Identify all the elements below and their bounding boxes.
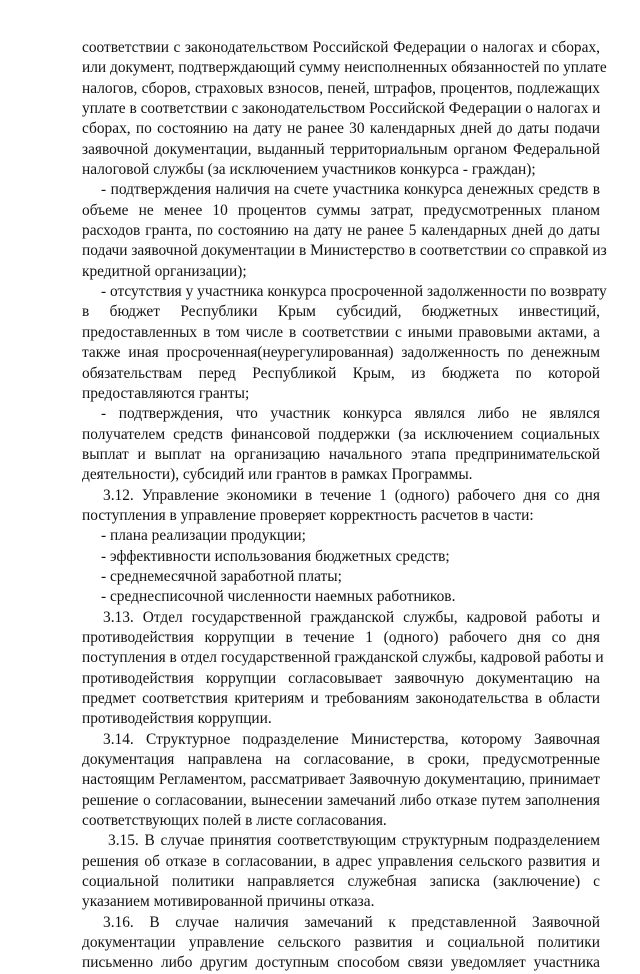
text-line: документации управление сельского развития и социальной политики <box>82 934 600 952</box>
text-line: 3.15. В случае принятия соответствующим структурным подразделением <box>108 832 600 850</box>
text-line: в бюджет Республики Крым субсидий, бюджетных инвестиций, <box>82 303 600 321</box>
paragraph-tax-certificate <box>82 38 607 180</box>
document-text <box>82 38 607 974</box>
text-line: документация направлена на согласование, в сроки, предусмотренные <box>82 751 600 769</box>
text-line: предоставленных в том числе в соответствии с иными правовыми актами, а <box>82 323 600 341</box>
text-line: получателем средств финансовой поддержки (за исключением социальных <box>82 425 600 443</box>
text-line: настоящим Регламентом, рассматривает Заявочную документацию, принимает <box>82 771 600 789</box>
text-line: налоговой службы (за исключением участников конкурса - граждан); <box>82 161 536 179</box>
text-line: 3.16. В случае наличия замечаний к представленной Заявочной <box>103 913 600 931</box>
text-line: поступления в управление проверяет корректность расчетов в части: <box>82 506 534 524</box>
text-line: заявочной документации, выданный территориальным органом Федеральной <box>82 140 600 158</box>
text-line: сборах, по состоянию на дату не ранее 30 календарных дней до даты подачи <box>82 120 600 138</box>
text-line: противодействия коррупции согласовывает заявочную документацию на <box>82 669 600 687</box>
text-line: 3.13. Отдел государственной гражданской службы, кадровой работы и <box>103 608 600 626</box>
clause-3-12 <box>82 486 600 527</box>
clause-3-15 <box>82 831 600 912</box>
text-line: деятельности), субсидий или грантов в рамках Программы. <box>82 466 473 484</box>
text-line: выплат и выплат на организацию начального этапа предпринимательской <box>82 445 600 463</box>
text-line: соответствии с законодательством Российской Федерации о налогах и сборах, <box>82 39 600 56</box>
clause-3-14 <box>82 730 600 832</box>
paragraph-funds-confirmation <box>82 180 607 282</box>
list-item: - эффективности использования бюджетных средств; <box>101 547 450 565</box>
text-line: 3.14. Структурное подразделение Министерства, которому Заявочная <box>103 730 600 748</box>
text-line: объеме не менее 10 процентов суммы затрат, предусмотренных планом <box>82 201 600 219</box>
list-item: - среднемесячной заработной платы; <box>101 567 342 585</box>
text-line: также иная просроченная(неурегулированная) задолженность по денежным <box>82 344 600 362</box>
text-line: письменно либо другим доступным способом связи уведомляет участника <box>82 954 600 972</box>
text-line: противодействия коррупции в течение 1 (одного) рабочего дня со дня <box>82 628 600 646</box>
text-line: указанием мотивированной причины отказа. <box>82 893 375 911</box>
text-line: поступления в отдел государственной гражданской службы, кадровой работы и <box>82 649 604 667</box>
text-line: социальной политики направляется служебная записка (заключение) с <box>82 873 600 891</box>
text-line: обязательствам перед Республикой Крым, из бюджета по которой <box>82 364 600 382</box>
list-item: - среднесписочной численности наемных работников. <box>101 588 456 606</box>
text-line: уплате в соответствии с законодательством Российской Федерации о налогах и <box>82 100 601 118</box>
text-line: расходов гранта, по состоянию на дату не ранее 5 календарных дней до даты <box>82 222 600 240</box>
paragraph-no-overdue-debt <box>82 282 607 404</box>
paragraph-support-recipient <box>82 404 600 485</box>
list-item: - плана реализации продукции; <box>101 527 306 545</box>
text-line: подачи заявочной документации в Министерство в соответствии со справкой из <box>82 242 607 260</box>
text-line: решение о согласовании, вынесении замечаний либо отказе путем заполнения <box>82 791 600 809</box>
text-line: - подтверждения наличия на счете участника конкурса денежных средств в <box>101 181 600 199</box>
text-line: 3.12. Управление экономики в течение 1 (одного) рабочего дня со дня <box>103 486 600 504</box>
text-line: - подтверждения, что участник конкурса являлся либо не являлся <box>101 405 600 423</box>
clause-3-13 <box>82 608 604 730</box>
text-line: соответствующих полей в листе согласования. <box>82 812 387 830</box>
text-line: решения об отказе в согласовании, в адрес управления сельского развития и <box>82 852 600 870</box>
text-line: кредитной организации); <box>82 262 247 280</box>
text-line: или документ, подтверждающий сумму неисполненных обязанностей по уплате <box>82 59 607 77</box>
text-line: противодействия коррупции. <box>82 710 272 728</box>
text-line: налогов, сборов, страховых взносов, пеней, штрафов, процентов, подлежащих <box>82 79 600 97</box>
text-line: предмет соответствия критериям и требованиям законодательства в области <box>82 690 600 707</box>
clause-3-12-list <box>82 526 600 607</box>
clause-3-16 <box>82 913 600 974</box>
text-line: предоставляются гранты; <box>82 384 250 402</box>
text-line: - отсутствия у участника конкурса просроченной задолженности по возврату <box>101 283 607 301</box>
